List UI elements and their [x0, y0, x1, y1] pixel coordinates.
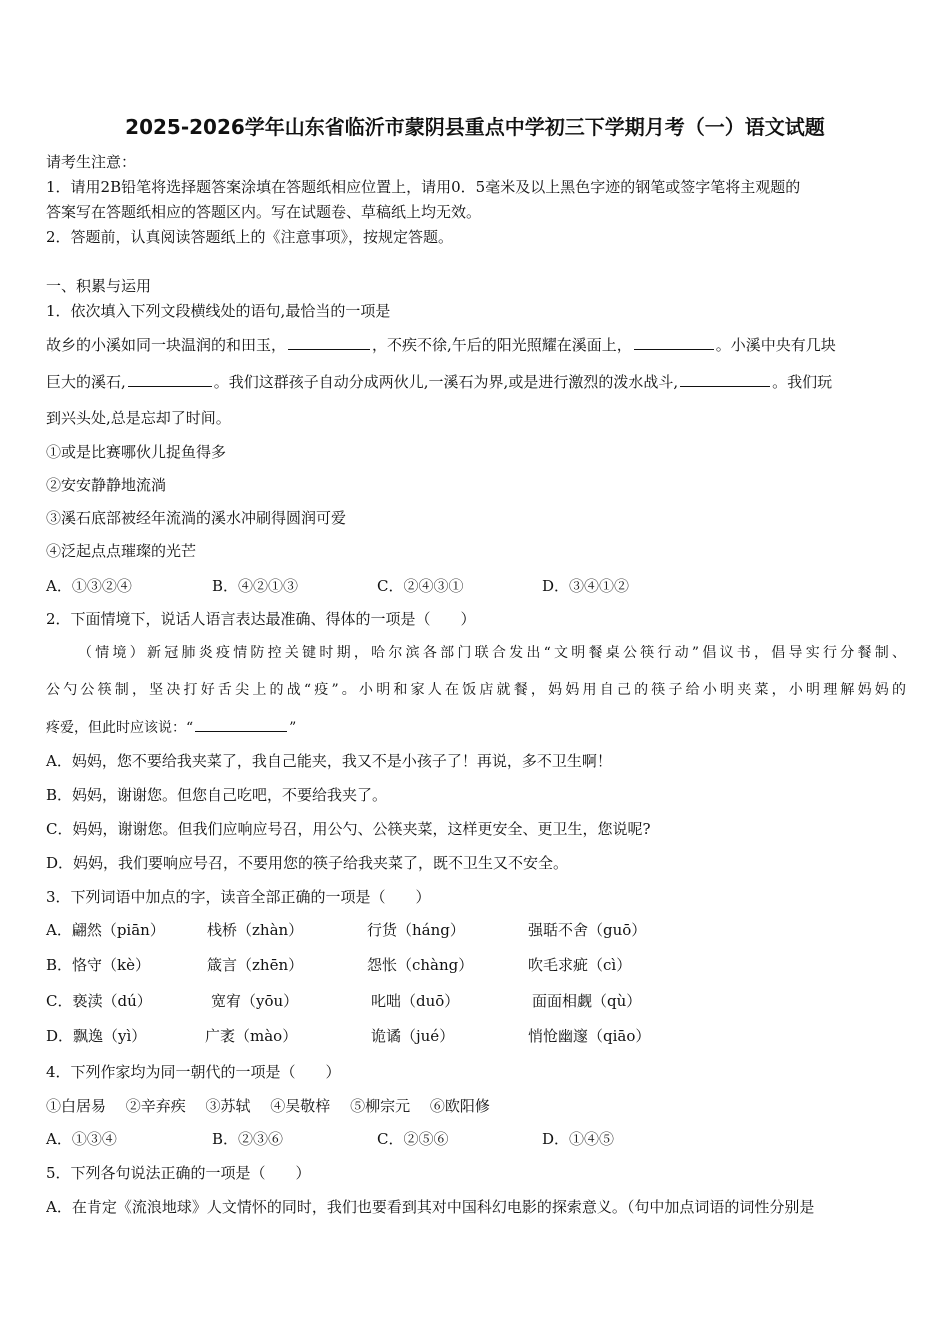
q2-option-d[interactable]: D．妈妈，我们要响应号召，不要用您的筷子给我夹菜了，既不卫生又不安全。	[46, 854, 569, 872]
notice-heading: 请考生注意：	[46, 153, 137, 171]
q2-option-a[interactable]: A．妈妈，您不要给我夹菜了，我自己能夹，我又不是小孩子了！再说，多不卫生啊！	[46, 752, 612, 770]
q1-text: 。小溪中央有几块	[715, 336, 836, 354]
fill-blank	[634, 335, 714, 350]
q1-sentence-1: ①或是比赛哪伙儿捉鱼得多	[46, 443, 227, 461]
q3-word: 箴言（zhēn）	[207, 956, 304, 974]
q3-option-c[interactable]: C．亵渎（dú）	[46, 992, 152, 1010]
q3-word: 诡谲（jué）	[371, 1027, 455, 1045]
q1-sentence-4: ④泛起点点璀璨的光芒	[46, 542, 197, 560]
q4-stem: 4．下列作家均为同一朝代的一项是（ ）	[46, 1063, 341, 1081]
q3-word: 悄怆幽邃（qiāo）	[528, 1027, 651, 1045]
page-title: 2025-2026学年山东省临沂市蒙阴县重点中学初三下学期月考（一）语文试题	[125, 115, 825, 139]
q4-option-a[interactable]: A．①③④	[46, 1130, 117, 1148]
answer-blank	[195, 717, 287, 732]
q1-option-b[interactable]: B．④②①③	[212, 577, 299, 595]
notice-item-2: 2．答题前，认真阅读答题纸上的《注意事项》，按规定答题。	[46, 228, 454, 246]
fill-blank	[128, 372, 212, 387]
q1-text: 。我们玩	[772, 373, 833, 391]
q1-sentence-3: ③溪石底部被经年流淌的溪水冲刷得圆润可爱	[46, 509, 347, 527]
q2-context-line-2: 公勺公筷制，坚决打好舌尖上的战“疫”。小明和家人在饭店就餐，妈妈用自己的筷子给小明夹菜，小明理解妈妈的	[46, 682, 906, 698]
q1-option-a[interactable]: A．①③②④	[46, 577, 132, 595]
q3-word: 怨怅（chàng）	[367, 956, 474, 974]
q2-option-c[interactable]: C．妈妈，谢谢您。但我们应响应号召，用公勺、公筷夹菜，这样更安全、更卫生，您说呢?	[46, 820, 651, 838]
fill-blank	[680, 372, 770, 387]
q3-option-b[interactable]: B．恪守（kè）	[46, 956, 150, 974]
q1-text: 故乡的小溪如同一块温润的和田玉，	[46, 336, 287, 354]
q4-option-b[interactable]: B．②③⑥	[212, 1130, 284, 1148]
q1-passage-line-2	[46, 372, 906, 392]
q3-word: 叱咄（duō）	[371, 992, 460, 1010]
q4-option-c[interactable]: C．②⑤⑥	[377, 1130, 449, 1148]
q1-stem: 1．依次填入下列文段横线处的语句,最恰当的一项是	[46, 302, 391, 320]
section-heading: 一、积累与运用	[46, 277, 152, 295]
q1-passage-line-3: 到兴头处,总是忘却了时间。	[46, 409, 231, 427]
q1-passage-line-1	[46, 335, 906, 355]
q3-word: 强聒不舍（guō）	[528, 921, 647, 939]
notice-item-1a: 1．请用2B铅笔将选择题答案涂填在答题纸相应位置上，请用0．5毫米及以上黑色字迹的钢笔或签字笔将主观题的	[46, 178, 801, 196]
q1-sentence-2: ②安安静静地流淌	[46, 476, 167, 494]
q5-stem: 5．下列各句说法正确的一项是（ ）	[46, 1164, 311, 1182]
q1-text: ，不疾不徐,午后的阳光照耀在溪面上，	[372, 336, 632, 354]
q2-context-line-3	[46, 717, 906, 738]
q3-word: 栈桥（zhàn）	[207, 921, 304, 939]
q3-word: 行货（háng）	[367, 921, 465, 939]
q3-option-a[interactable]: A．翩然（piān）	[46, 921, 165, 939]
q3-word: 面面相觑（qù）	[532, 992, 642, 1010]
q4-author-list: ①白居易 ②辛弃疾 ③苏轼 ④吴敬梓 ⑤柳宗元 ⑥欧阳修	[46, 1097, 490, 1115]
q1-option-d[interactable]: D．③④①②	[542, 577, 630, 595]
q1-text: 巨大的溪石,	[46, 373, 126, 391]
fill-blank	[288, 335, 370, 350]
q5-option-a[interactable]: A．在肯定《流浪地球》人文情怀的同时，我们也要看到其对中国科幻电影的探索意义。（句中加点词语的词性分别是	[46, 1198, 815, 1216]
q3-word: 广袤（mào）	[205, 1027, 298, 1045]
q3-word: 宽宥（yōu）	[211, 992, 299, 1010]
notice-item-1b: 答案写在答题纸相应的答题区内。写在试题卷、草稿纸上均无效。	[46, 203, 482, 221]
q1-text: 。我们这群孩子自动分成两伙儿,一溪石为界,或是进行激烈的泼水战斗,	[213, 373, 679, 391]
q2-stem: 2．下面情境下，说话人语言表达最准确、得体的一项是（ ）	[46, 610, 476, 628]
q1-option-c[interactable]: C．②④③①	[377, 577, 464, 595]
q3-option-d[interactable]: D．飘逸（yì）	[46, 1027, 147, 1045]
q2-context-text: 疼爱，但此时应该说：“	[46, 720, 194, 736]
q3-stem: 3．下列词语中加点的字，读音全部正确的一项是（ ）	[46, 888, 431, 906]
q3-word: 吹毛求疵（cì）	[528, 956, 632, 974]
q4-option-d[interactable]: D．①④⑤	[542, 1130, 615, 1148]
q2-option-b[interactable]: B．妈妈，谢谢您。但您自己吃吧，不要给我夹了。	[46, 786, 388, 804]
q2-context-line-1: （情境）新冠肺炎疫情防控关键时期，哈尔滨各部门联合发出“文明餐桌公筷行动”倡议书，倡导实行分餐制、	[78, 645, 906, 661]
q2-context-text: ”	[289, 720, 297, 736]
